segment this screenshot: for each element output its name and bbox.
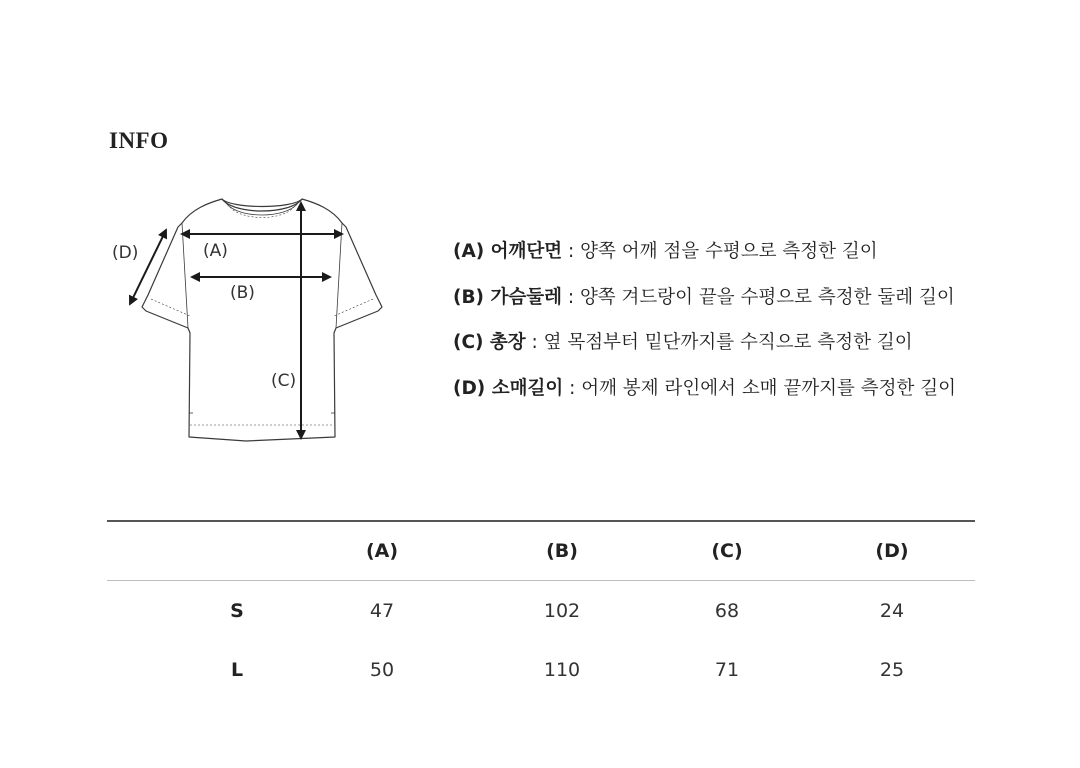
tshirt-outline: [142, 199, 382, 441]
label-d: (D): [112, 243, 139, 263]
definition-text: 양쪽 겨드랑이 끝을 수평으로 측정한 둘레 길이: [579, 286, 955, 308]
label-c: (C): [271, 371, 297, 391]
table-cell: 50: [369, 658, 395, 681]
size-table: [107, 520, 975, 699]
table-row: [107, 640, 975, 699]
definition-key: (C) 총장: [453, 332, 526, 353]
header-cell-c: (C): [711, 540, 743, 562]
header-cell-b: (B): [546, 540, 578, 562]
definition-c: [453, 329, 1013, 375]
table-cell: 102: [543, 599, 581, 622]
header-cell-a: (A): [365, 540, 399, 562]
definition-separator: :: [561, 286, 580, 308]
definition-d: [453, 375, 1013, 421]
tshirt-diagram: [100, 185, 400, 460]
table-cell: 68: [714, 599, 740, 622]
table-cell: 47: [369, 599, 395, 622]
definition-key: (D) 소매길이: [453, 377, 564, 399]
tshirt-illustration: [100, 185, 400, 460]
definition-text: 양쪽 어깨 점을 수평으로 측정한 길이: [580, 241, 878, 262]
label-b: (B): [230, 283, 255, 303]
definition-separator: :: [563, 377, 582, 399]
definition-text: 어깨 봉제 라인에서 소매 끝까지를 측정한 길이: [581, 377, 957, 399]
table-cell: 110: [543, 658, 581, 681]
definition-text: 옆 목점부터 밑단까지를 수직으로 측정한 길이: [543, 332, 913, 353]
definition-separator: :: [562, 241, 581, 262]
measurement-definitions: [453, 238, 1013, 420]
header-cell-d: (D): [875, 540, 909, 562]
page-title: INFO: [109, 128, 169, 153]
label-a: (A): [203, 241, 228, 261]
measurement-arrows: [130, 203, 342, 438]
table-cell: 71: [714, 658, 740, 681]
table-cell: 24: [879, 599, 905, 622]
size-label: L: [230, 658, 244, 681]
definition-b: [453, 284, 1013, 330]
definition-separator: :: [525, 332, 544, 353]
size-label: S: [230, 599, 244, 622]
table-cell: 25: [879, 658, 905, 681]
table-row: [107, 581, 975, 640]
definition-key: (A) 어깨단면: [453, 241, 563, 262]
definition-a: [453, 238, 1013, 284]
table-header-row: [107, 522, 975, 580]
definition-key: (B) 가슴둘레: [453, 286, 562, 308]
